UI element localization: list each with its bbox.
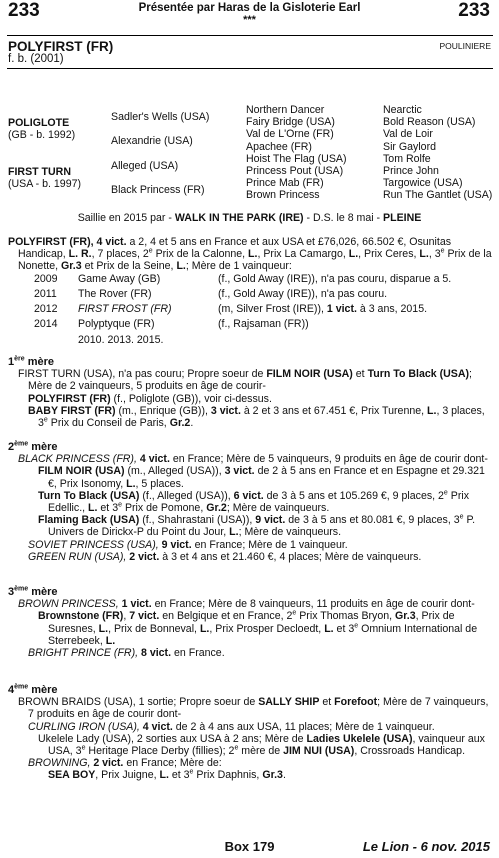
produce-entry: POLYFIRST (FR) (f., Poliglote (GB)), voir ci-dessus.: [28, 392, 272, 405]
produce-entry: Brownstone (FR), 7 vict. en Belgique et en France, 2e Prix Thomas Bryon, Gr.3, Prix de Suresnes, L., Prix de Bonneval, L., Prix Prosper Decloedt, L. et 3e Omnium International de Sterrebeek, L.: [38, 609, 478, 647]
record-wins: 4 vict.: [96, 236, 127, 248]
dam-paragraph: BROWN PRINCESS, 1 vict. en France; Mère de 8 vainqueurs, 11 produits en âge de courir dont-: [18, 598, 475, 611]
produce-entry: FILM NOIR (USA) (m., Alleged (USA)), 3 vict. de 2 à 5 ans en France et en Espagne et 29.321 €, Prix Isonomy, L., 5 places.: [38, 465, 485, 490]
top-rule: [7, 35, 493, 36]
third-dam-section: [8, 586, 492, 659]
covering-date: - D.S. le 8 mai -: [303, 212, 384, 224]
produce-entry: Turn To Black (USA) (f., Alleged (USA)), 6 vict. de 3 à 5 ans et 105.269 €, 9 places, 2e Prix Edellic., L. et 3e Prix de Pomone, Gr.2; Mère de vainqueurs.: [38, 489, 470, 515]
gen4-entry: Targowice (USA): [383, 177, 463, 189]
gen3-entry: Fairy Bridge (USA): [246, 116, 335, 128]
sire-name: POLIGLOTE: [8, 117, 70, 129]
gen3-entry: Prince Mab (FR): [246, 177, 324, 189]
gen3-entry: Hoist The Flag (USA): [246, 153, 347, 165]
gen4-entry: Run The Gantlet (USA): [383, 189, 493, 201]
category: POULINIERE: [439, 41, 491, 51]
gen2-entry: Alexandrie (USA): [111, 135, 193, 147]
produce-entry: BRIGHT PRINCE (FR), 8 vict. en France.: [28, 647, 225, 660]
produce-entry: Flaming Back (USA) (f., Shahrastani (USA)), 9 vict. de 3 à 5 ans et 80.081 €, 9 places, 3e P. Univers de Dirickx-P du Point du Jour, L.; Mère de vainqueurs.: [38, 513, 476, 539]
produce-year: 2012: [34, 303, 58, 315]
fourth-dam-heading: 4ème mère: [8, 683, 58, 696]
box-number: Box 179: [224, 839, 275, 854]
gen2-entry: Sadler's Wells (USA): [111, 111, 210, 123]
dam-name: FIRST TURN: [8, 166, 71, 178]
gen3-entry: Princess Pout (USA): [246, 165, 344, 177]
record-paragraph: POLYFIRST (FR), 4 vict. a 2, 4 et 5 ans en France et aux USA et £76,026, 66.502 €, Osunitas Handicap, L. R., 7 places, 2e Prix de la Calonne, L., Prix La Camargo, L., Prix Ceres, L., 3e Prix de la Nonette, Gr.3 et Prix de la Seine, L.; Mère de 1 vainqueur:: [8, 236, 492, 273]
gen2-entry: Alleged (USA): [111, 160, 179, 172]
produce-barren-years: 2010. 2013. 2015.: [78, 334, 164, 346]
gen4-entry: Prince John: [383, 165, 439, 177]
gen4-entry: Val de Loir: [383, 128, 433, 140]
first-dam-heading: 1ère mère: [8, 355, 54, 368]
horse-rule: [7, 68, 493, 69]
consignor-title: Présentée par Haras de la Gisloterie Earl: [138, 2, 361, 14]
produce-entry: BABY FIRST (FR) (m., Enrique (GB)), 3 vict. à 2 et 3 ans et 67.451 €, Prix Turenne, L., 3 places, 3e Prix du Conseil de Paris, Gr.2.: [28, 404, 485, 430]
sale-info: Le Lion - 6 nov. 2015: [362, 839, 490, 854]
produce-entry: Ukelele Lady (USA), 2 sorties aux USA à 2 ans; Mère de Ladies Ukelele (USA), vainqueur aux USA, 3e Heritage Place Derby (fillies); 2e mère de JIM NUI (USA), Crossroads Handicap.: [38, 732, 485, 758]
gen3-entry: Northern Dancer: [246, 104, 325, 116]
lot-number-left: 233: [8, 0, 40, 21]
stars: ***: [243, 14, 256, 26]
record-horse-name: POLYFIRST (FR): [8, 236, 91, 248]
produce-name: Game Away (GB): [78, 273, 161, 285]
gen4-entry: Sir Gaylord: [383, 141, 436, 153]
gen4-entry: Bold Reason (USA): [383, 116, 476, 128]
gen4-entry: Tom Rolfe: [383, 153, 431, 165]
produce-entry: GREEN RUN (USA), 2 vict. à 3 et 4 ans et 21.460 €, 4 places; Mère de vainqueurs.: [28, 550, 422, 563]
produce-detail: (f., Gold Away (IRE)), n'a pas couru.: [218, 288, 388, 300]
produce-year: 2014: [34, 318, 58, 330]
produce-detail: (f., Rajsaman (FR)): [218, 318, 309, 330]
covering-status: PLEINE: [383, 212, 422, 224]
gen3-entry: Val de L'Orne (FR): [246, 128, 334, 140]
dam-paragraph: BLACK PRINCESS (FR), 4 vict. en France; Mère de 5 vainqueurs, 9 produits en âge de courir dont-: [18, 453, 488, 466]
horse-info: f. b. (2001): [8, 53, 64, 65]
covering-line: [0, 212, 499, 224]
produce-entry: BROWNING, 2 vict. en France; Mère de:: [28, 757, 222, 770]
second-dam-heading: 2ème mère: [8, 440, 58, 453]
third-dam-heading: 3ème mère: [8, 585, 58, 598]
produce-year: 2009: [34, 273, 58, 285]
dam-info: (USA - b. 1997): [8, 178, 82, 190]
horse-name: POLYFIRST (FR): [8, 39, 114, 54]
covering-prefix: Saillie en 2015 par -: [77, 212, 175, 224]
produce-name: FIRST FROST (FR): [78, 303, 172, 315]
sire-info: (GB - b. 1992): [8, 129, 76, 141]
dam-paragraph: FIRST TURN (USA), n'a pas couru; Propre soeur de FILM NOIR (USA) et Turn To Black (USA); Mère de 2 vainqueurs, 5 produits en âge de courir-: [18, 368, 472, 393]
race-record: [8, 236, 492, 273]
lot-number-right: 233: [458, 0, 490, 21]
gen2-entry: Black Princess (FR): [111, 184, 205, 196]
first-dam-section: [8, 356, 492, 429]
produce-name: The Rover (FR): [78, 288, 152, 300]
produce-entry: CURLING IRON (USA), 4 vict. de 2 à 4 ans aux USA, 11 places; Mère de 1 vainqueur.: [28, 720, 435, 733]
produce-entry: SOVIET PRINCESS (USA), 9 vict. en France; Mère de 1 vainqueur.: [28, 538, 348, 551]
covering-stallion: WALK IN THE PARK (IRE): [174, 212, 304, 224]
second-dam-section: [8, 441, 492, 563]
produce-name: Polyptyque (FR): [78, 318, 155, 330]
gen4-entry: Nearctic: [383, 104, 422, 116]
produce-year: 2011: [34, 288, 57, 300]
produce-entry: SEA BOY, Prix Juigne, L. et 3e Prix Daphnis, Gr.3.: [48, 768, 286, 782]
produce-detail: (m, Silver Frost (IRE)), 1 vict. à 3 ans, 2015.: [218, 303, 428, 315]
produce-detail: (f., Gold Away (IRE)), n'a pas couru, disparue a 5.: [218, 273, 452, 285]
gen3-entry: Brown Princess: [246, 189, 320, 201]
fourth-dam-section: [8, 684, 492, 782]
gen3-entry: Apachee (FR): [246, 141, 312, 153]
dam-paragraph: BROWN BRAIDS (USA), 1 sortie; Propre soeur de SALLY SHIP et Forefoot; Mère de 7 vainqueurs, 7 produits en âge de courir dont-: [18, 696, 489, 721]
